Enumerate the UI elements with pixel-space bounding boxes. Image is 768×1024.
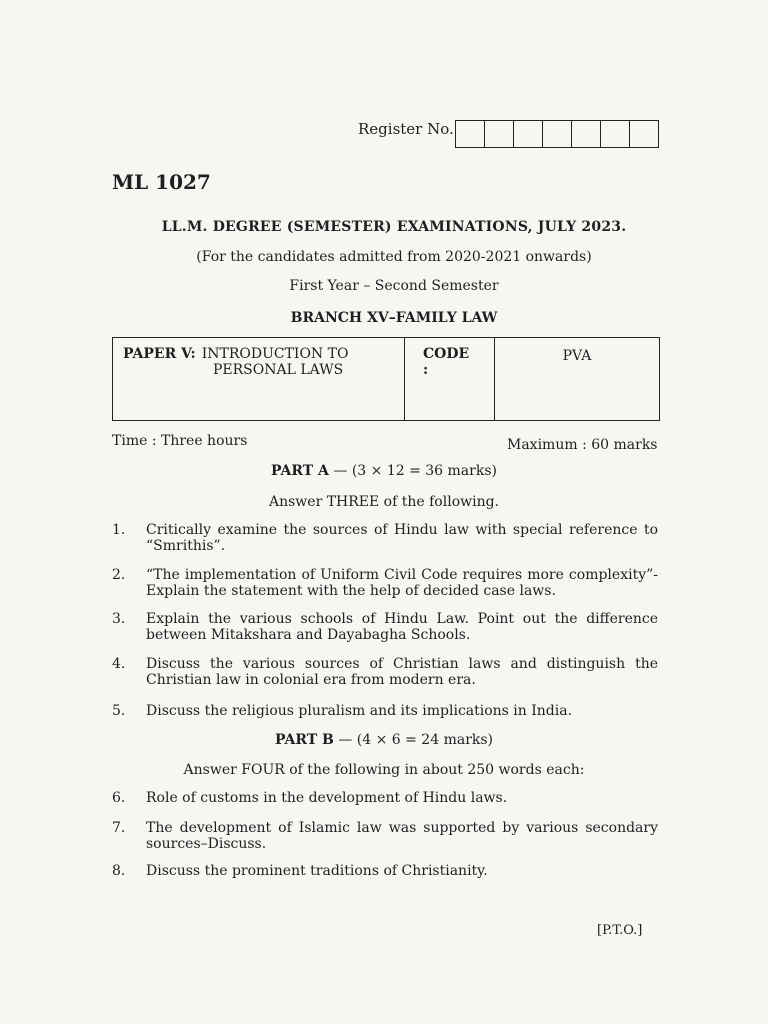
question-number: 1.	[112, 522, 126, 538]
question-number: 2.	[112, 567, 126, 583]
question-number: 7.	[112, 820, 126, 836]
exam-title: LL.M. DEGREE (SEMESTER) EXAMINATIONS, JULY 2023.	[161, 219, 627, 235]
year-semester: First Year – Second Semester	[289, 278, 499, 294]
question-item	[112, 611, 658, 643]
question-text: Explain the various schools of Hindu Law. Point out the difference between Mitakshara and Dayabagha Schools.	[146, 611, 658, 643]
part-a-heading	[0, 463, 768, 479]
question-number: 4.	[112, 656, 126, 672]
paper-code: ML 1027	[112, 170, 211, 194]
code-value: PVA	[562, 348, 592, 364]
register-number-boxes	[455, 120, 659, 148]
part-b-instruction: Answer FOUR of the following in about 250 words each:	[183, 762, 585, 778]
maximum-marks: Maximum : 60 marks	[507, 437, 658, 453]
question-item	[112, 656, 658, 688]
question-number: 5.	[112, 703, 126, 719]
question-item	[112, 790, 658, 806]
question-text: Discuss the prominent traditions of Christianity.	[146, 863, 488, 879]
question-item	[112, 863, 658, 879]
register-box	[514, 121, 543, 147]
register-box	[543, 121, 572, 147]
register-box	[601, 121, 630, 147]
paper-cell	[113, 338, 405, 420]
part-b-heading	[0, 732, 768, 748]
part-b-marks: — (4 × 6 = 24 marks)	[338, 732, 494, 748]
paper-title-line1: INTRODUCTION TO	[201, 346, 349, 362]
branch-title: BRANCH XV–FAMILY LAW	[290, 310, 498, 326]
paper-label: PAPER V:	[123, 346, 196, 362]
register-box	[485, 121, 514, 147]
part-a-marks: — (3 × 12 = 36 marks)	[333, 463, 497, 479]
please-turn-over: [P.T.O.]	[597, 923, 643, 938]
question-text: Critically examine the sources of Hindu law with special reference to “Smrithis”.	[146, 522, 658, 554]
question-text: Discuss the religious pluralism and its implications in India.	[146, 703, 573, 719]
time-allowed: Time : Three hours	[112, 433, 248, 449]
paper-title-line2: PERSONAL LAWS	[213, 362, 344, 378]
code-label: CODE :	[405, 338, 495, 420]
candidates-note: (For the candidates admitted from 2020-2021 onwards)	[196, 249, 592, 265]
question-text: Role of customs in the development of Hindu laws.	[146, 790, 508, 806]
question-text: Discuss the various sources of Christian laws and distinguish the Christian law in colonial era from modern era.	[146, 656, 658, 688]
question-text: The development of Islamic law was supported by various secondary sources–Discuss.	[146, 820, 658, 852]
part-a-instruction: Answer THREE of the following.	[268, 494, 500, 510]
question-number: 8.	[112, 863, 126, 879]
question-item	[112, 820, 658, 852]
question-item	[112, 703, 658, 719]
question-item	[112, 567, 658, 599]
question-item	[112, 522, 658, 554]
part-a-label: PART A	[271, 463, 329, 479]
register-box	[456, 121, 485, 147]
question-number: 3.	[112, 611, 126, 627]
register-box	[572, 121, 601, 147]
paper-info-table	[112, 337, 660, 421]
question-text: “The implementation of Uniform Civil Code requires more complexity”- Explain the statement with the help of decided case laws.	[146, 567, 658, 599]
question-number: 6.	[112, 790, 126, 806]
register-number-label: Register No.	[358, 120, 454, 138]
register-box	[630, 121, 658, 147]
part-b-label: PART B	[274, 732, 334, 748]
